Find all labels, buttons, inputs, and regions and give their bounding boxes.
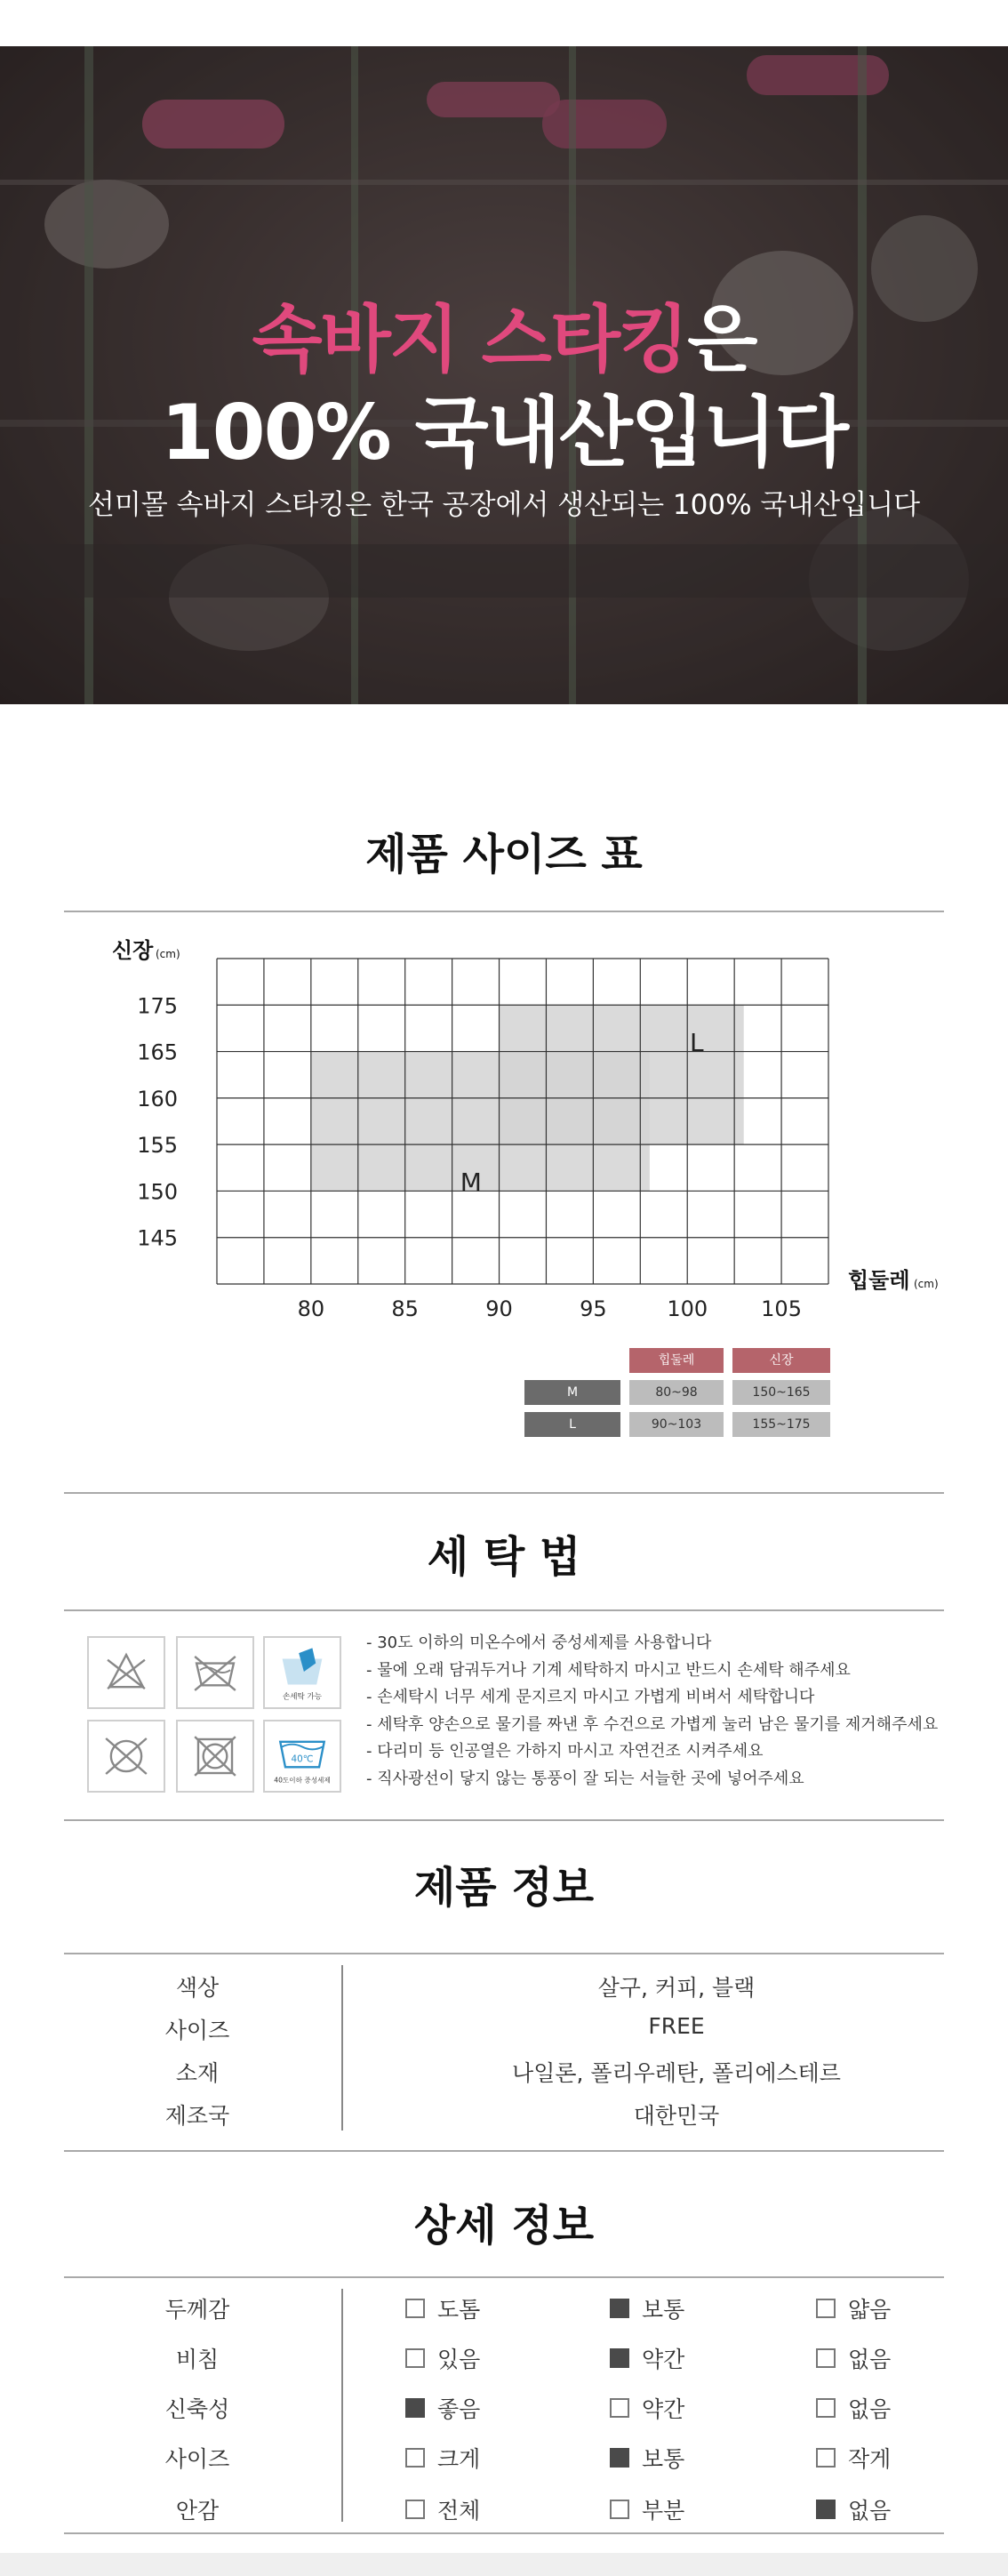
detail-option[interactable]: [405, 2342, 480, 2374]
hero-banner: [0, 46, 1008, 704]
checkbox[interactable]: [610, 2348, 629, 2368]
y-axis-label: 신장: [112, 938, 154, 963]
info-value-size: FREE: [648, 2013, 705, 2039]
option-label: 있음: [437, 2347, 481, 2372]
detail-option[interactable]: [816, 2392, 891, 2424]
detail-option[interactable]: [610, 2493, 684, 2525]
info-value-color: 살구, 커피, 블랙: [597, 1975, 756, 2001]
checkbox[interactable]: [816, 2500, 836, 2519]
x-tick-label: 85: [391, 1296, 419, 1321]
option-label: 얇음: [848, 2297, 892, 2323]
legend-m-height: 150~165: [732, 1380, 830, 1405]
wash-40-icon: [263, 1720, 341, 1793]
hand-wash-label: 손세탁 가능: [283, 1692, 322, 1702]
washing-title: 세 탁 법: [427, 1532, 581, 1582]
checkbox[interactable]: [405, 2448, 425, 2468]
option-label: 작게: [848, 2446, 892, 2472]
product-info-title: 제품 정보: [413, 1863, 595, 1913]
detail-label: 신축성: [164, 2396, 230, 2422]
detail-option[interactable]: [816, 2493, 891, 2525]
y-tick-label: 165: [137, 1039, 178, 1065]
top-margin: [0, 0, 1008, 46]
option-label: 보통: [642, 2446, 685, 2472]
option-label: 없음: [848, 2396, 892, 2422]
column-divider: [341, 2289, 343, 2522]
detail-option[interactable]: [405, 2292, 480, 2324]
info-label-origin: 제조국: [164, 2103, 230, 2129]
legend-size-m: M: [524, 1380, 620, 1405]
washing-instruction: - 다리미 등 인공열은 가하지 마시고 자연건조 시켜주세요: [366, 1742, 764, 1761]
checkbox[interactable]: [610, 2398, 629, 2418]
detail-option[interactable]: [610, 2442, 684, 2474]
info-label-material: 소재: [175, 2060, 220, 2086]
y-tick-label: 145: [137, 1225, 178, 1251]
hero-subtitle: 선미몰 속바지 스타킹은 한국 공장에서 생산되는 100% 국내산입니다: [87, 489, 921, 521]
region-label-m: M: [460, 1167, 482, 1197]
divider: [64, 2532, 944, 2534]
option-label: 약간: [642, 2347, 685, 2372]
detail-option[interactable]: [816, 2342, 891, 2374]
hero-title-rest: 은: [687, 298, 756, 382]
checkbox[interactable]: [610, 2299, 629, 2318]
hero-title-highlight: 속바지 스타킹: [252, 298, 688, 382]
x-tick-label: 90: [485, 1296, 513, 1321]
y-tick-label: 155: [137, 1133, 178, 1159]
divider: [64, 2276, 944, 2278]
option-label: 전체: [437, 2498, 481, 2524]
legend-l-height: 155~175: [732, 1412, 830, 1437]
checkbox[interactable]: [816, 2348, 836, 2368]
checkbox[interactable]: [405, 2398, 425, 2418]
legend-m-hip: 80~98: [629, 1380, 724, 1405]
legend-header-hip: 힙둘레: [629, 1348, 724, 1373]
divider: [64, 2150, 944, 2152]
no-dry-clean-icon: [87, 1720, 165, 1793]
y-axis-unit: (cm): [156, 948, 180, 960]
detail-label: 비침: [175, 2347, 220, 2372]
option-label: 약간: [642, 2396, 685, 2422]
option-label: 크게: [437, 2446, 481, 2472]
detail-label: 두께감: [164, 2297, 230, 2323]
size-chart: [0, 925, 1008, 1440]
washing-instruction: - 물에 오래 담궈두거나 기계 세탁하지 마시고 반드시 손세탁 해주세요: [366, 1660, 851, 1680]
detail-option[interactable]: [816, 2442, 891, 2474]
x-tick-label: 105: [761, 1296, 802, 1321]
wash-40-label: 40도이하 중성세제: [274, 1776, 331, 1785]
checkbox[interactable]: [405, 2348, 425, 2368]
no-machine-dry-icon: [176, 1720, 254, 1793]
detail-option[interactable]: [610, 2342, 684, 2374]
washing-instruction: - 손세탁시 너무 세게 문지르지 마시고 가볍게 비벼서 세탁합니다: [366, 1688, 815, 1706]
checkbox[interactable]: [816, 2448, 836, 2468]
detail-option[interactable]: [610, 2292, 684, 2324]
page-footer-band: [0, 2553, 1008, 2576]
washing-instructions: [366, 1630, 938, 1793]
detail-info-title: 상세 정보: [413, 2201, 595, 2251]
checkbox[interactable]: [610, 2500, 629, 2519]
detail-option[interactable]: [610, 2392, 684, 2424]
no-bleach-icon: [87, 1636, 165, 1709]
divider: [64, 1819, 944, 1821]
info-value-material: 나일론, 폴리우레탄, 폴리에스테르: [512, 2060, 841, 2086]
washing-instruction: - 세탁후 양손으로 물기를 짜낸 후 수건으로 가볍게 눌러 남은 물기를 제거해주세요: [366, 1714, 939, 1734]
option-label: 부분: [642, 2498, 685, 2524]
checkbox[interactable]: [405, 2299, 425, 2318]
info-value-origin: 대한민국: [633, 2103, 720, 2129]
divider: [64, 1953, 944, 1954]
washing-instruction: - 30도 이하의 미온수에서 중성세제를 사용합니다: [366, 1633, 712, 1652]
detail-label: 사이즈: [164, 2446, 230, 2472]
divider: [64, 911, 944, 912]
divider: [64, 1492, 944, 1494]
x-tick-label: 80: [297, 1296, 325, 1321]
size-region-l: [500, 1005, 744, 1144]
y-tick-label: 150: [137, 1179, 178, 1205]
y-tick-label: 175: [137, 993, 178, 1019]
no-tumble-dry-icon: [176, 1636, 254, 1709]
y-tick-label: 160: [137, 1086, 178, 1111]
x-axis-unit: (cm): [914, 1278, 939, 1290]
checkbox[interactable]: [816, 2299, 836, 2318]
option-label: 보통: [642, 2297, 685, 2323]
option-label: 없음: [848, 2347, 892, 2372]
hand-wash-icon: [263, 1636, 341, 1709]
detail-option[interactable]: [816, 2292, 891, 2324]
option-label: 없음: [848, 2498, 892, 2524]
legend-size-l: L: [524, 1412, 620, 1437]
size-chart-title: 제품 사이즈 표: [365, 830, 643, 879]
washing-instruction: - 직사광선이 닿지 않는 통풍이 잘 되는 서늘한 곳에 넣어주세요: [366, 1769, 804, 1788]
detail-label: 안감: [175, 2498, 220, 2524]
hero-title-line2: 100% 국내산입니다: [160, 389, 848, 477]
checkbox[interactable]: [405, 2500, 425, 2519]
info-label-size: 사이즈: [164, 2018, 230, 2043]
legend-header-height: 신장: [732, 1348, 830, 1373]
detail-option[interactable]: [405, 2392, 480, 2424]
x-tick-label: 100: [667, 1296, 708, 1321]
checkbox[interactable]: [816, 2398, 836, 2418]
detail-option[interactable]: [405, 2493, 480, 2525]
legend-l-hip: 90~103: [629, 1412, 724, 1437]
option-label: 좋음: [437, 2396, 481, 2422]
wash-temp: 40℃: [291, 1753, 314, 1765]
divider: [64, 1609, 944, 1611]
detail-option[interactable]: [405, 2442, 480, 2474]
x-axis-label: 힙둘레: [848, 1268, 910, 1293]
checkbox[interactable]: [610, 2448, 629, 2468]
option-label: 도톰: [437, 2297, 481, 2323]
info-label-color: 색상: [175, 1975, 220, 2001]
x-tick-label: 95: [580, 1296, 607, 1321]
region-label-l: L: [690, 1028, 704, 1058]
